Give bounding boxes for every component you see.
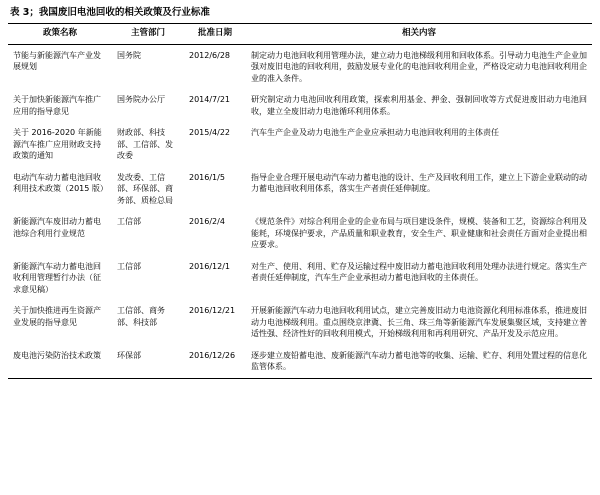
cell-department: 国务院办公厅 — [117, 95, 165, 104]
cell-content: 《规范条件》对综合利用企业的企业布局与项目建设条件，规模、装备和工艺，资源综合利用及能耗，环境保护要求，产品质量和职业教育，安全生产、职业健康和社会责任方面对企业提出相应要求。 — [251, 217, 587, 249]
column-header-content: 相关内容 — [246, 24, 592, 45]
table-header-row — [8, 24, 592, 45]
cell-policy-name: 节能与新能源汽车产业发展规划 — [13, 50, 101, 71]
cell-policy-name: 新能源汽车废旧动力蓄电池综合利用行业规范 — [13, 217, 101, 238]
table-row — [8, 300, 592, 345]
cell-content: 指导企业合理开展电动汽车动力蓄电池的设计、生产及回收利用工作，建立上下游企业联动的动力蓄电池回收利用体系，落实生产者责任延伸制度。 — [251, 172, 587, 193]
cell-department: 工信部 — [117, 217, 141, 226]
cell-approval-date: 2015/4/22 — [189, 128, 231, 137]
cell-policy-name: 关于 2016-2020 年新能源汽车推广应用财政支持政策的通知 — [13, 128, 102, 160]
cell-department: 国务院 — [117, 50, 141, 60]
table-row — [8, 167, 592, 212]
table-body — [8, 44, 592, 378]
cell-approval-date: 2016/12/26 — [184, 345, 246, 379]
cell-approval-date: 2014/7/21 — [189, 95, 231, 104]
cell-policy-name: 关于加快新能源汽车推广应用的指导意见 — [13, 95, 101, 116]
cell-content: 开展新能源汽车动力电池回收利用试点，建立完善废旧动力电池资源化利用标准体系，推进废旧动力电池梯级利用。重点围绕京津冀、长三角、珠三角等新能源汽车发展集聚区域，支持建立普适性强、经济性好的回收利用模式，开始梯级利用和再利用研究、产品开发及示范应用。 — [251, 306, 587, 338]
table-row — [8, 345, 592, 379]
cell-policy-name: 关于加快推进再生资源产业发展的指导意见 — [13, 306, 101, 327]
cell-content: 对生产、使用、利用、贮存及运输过程中废旧动力蓄电池回收利用处理办法进行规定。落实生产者责任延伸制度，汽车生产企业承担动力蓄电池回收的主体责任。 — [251, 261, 587, 282]
policy-table — [8, 23, 592, 379]
cell-policy-name: 电动汽车动力蓄电池回收利用技术政策（2015 版） — [13, 172, 108, 193]
table-row — [8, 44, 592, 89]
cell-approval-date: 2016/2/4 — [189, 217, 225, 226]
table-caption: 表 3；我国废旧电池回收的相关政策及行业标准 — [10, 7, 210, 18]
column-header-policy-name: 政策名称 — [8, 24, 112, 45]
table-header — [8, 24, 592, 45]
cell-content: 逐步建立废铅蓄电池、废新能源汽车动力蓄电池等的收集、运输、贮存、利用处置过程的信息化监管体系。 — [246, 345, 592, 379]
cell-department: 发改委、工信部、环保部、商务部、质检总局 — [117, 172, 173, 205]
cell-approval-date: 2016/12/21 — [189, 306, 236, 315]
column-header-department: 主管部门 — [112, 24, 184, 45]
cell-department: 工信部 — [117, 261, 141, 271]
table-row — [8, 211, 592, 256]
table-row — [8, 122, 592, 167]
cell-department: 财政部、科技部、工信部、发改委 — [117, 128, 173, 160]
cell-policy-name: 新能源汽车动力蓄电池回收利用管理暂行办法（征求意见稿） — [13, 261, 101, 294]
cell-approval-date: 2016/1/5 — [189, 172, 225, 182]
cell-approval-date: 2016/12/1 — [189, 261, 231, 271]
cell-policy-name: 废电池污染防治技术政策 — [8, 345, 112, 379]
cell-content: 汽车生产企业及动力电池生产企业应承担动力电池回收利用的主体责任 — [251, 128, 499, 137]
cell-department: 工信部、商务部、科技部 — [117, 306, 165, 327]
cell-content: 制定动力电池回收利用管理办法，建立动力电池梯级利用和回收体系。引导动力电池生产企业加强对废旧电池的回收利用，鼓励发展专业化的电池回收利用企业，严格设定动力电池回收利用企业的准入条件。 — [251, 50, 587, 83]
cell-content: 研究制定动力电池回收利用政策，探索利用基金、押金、强制回收等方式促进废旧动力电池回收，建立全废旧动力电池循环利用体系。 — [251, 95, 587, 116]
table-row — [8, 256, 592, 301]
table-row — [8, 89, 592, 122]
cell-department: 环保部 — [112, 345, 184, 379]
cell-approval-date: 2012/6/28 — [189, 50, 231, 60]
column-header-approval-date: 批准日期 — [184, 24, 246, 45]
